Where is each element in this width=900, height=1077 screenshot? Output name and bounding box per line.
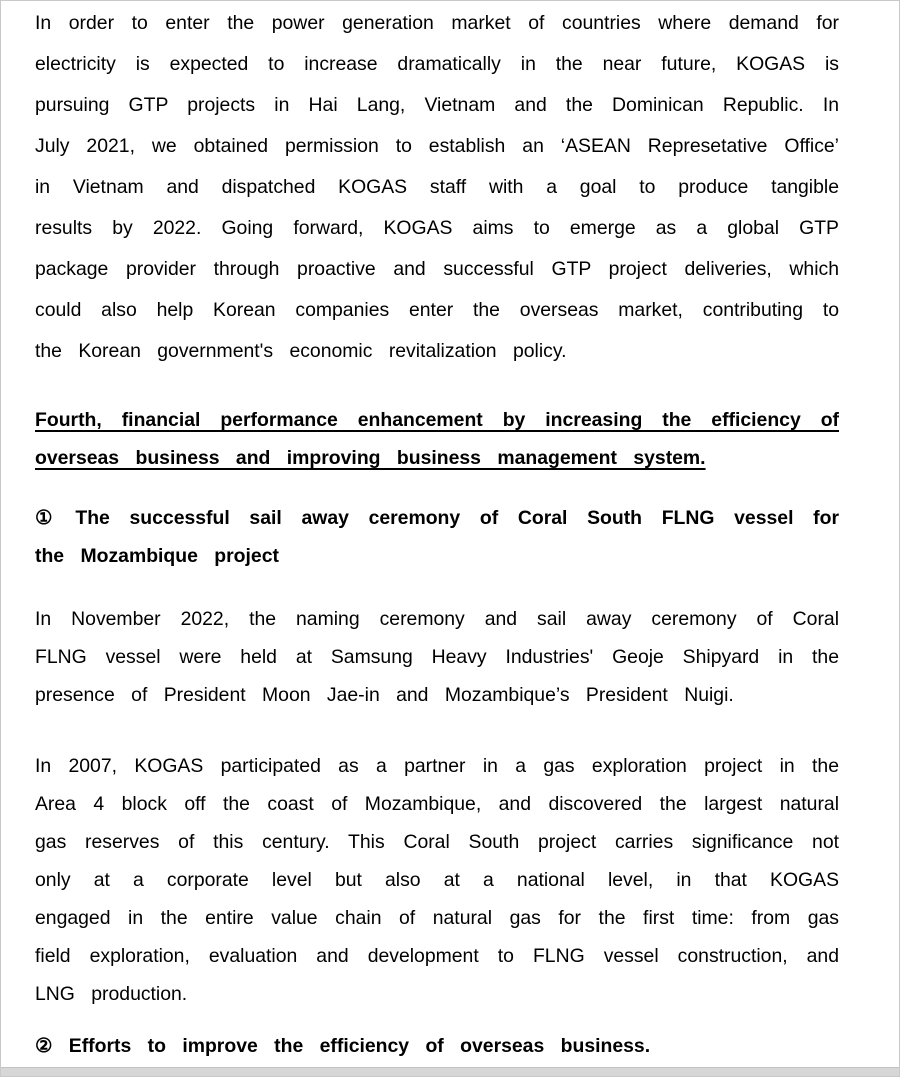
subheading-coral-south-sail-away: ① The successful sail away ceremony of Coral South FLNG vessel for the Mozambique project [35,507,839,567]
heading-fourth-strategy: Fourth, financial performance enhancement by increasing the efficiency of overseas business and improving business management system. [35,409,839,469]
subheading-efficiency-efforts: ② Efforts to improve the efficiency of overseas business. [35,1035,651,1057]
page-bottom-gap [1,1067,899,1076]
paragraph-gtp-projects: In order to enter the power generation market of countries where demand for electricity is expected to increase dramatically in the near future, KOGAS is pursuing GTP projects in Hai Lang, Vietnam and the Dominican Republic. In July 2021, we obtained permission to establish an ‘ASEAN Represetative Office’ in Vietnam and dispatched KOGAS staff with a goal to produce tangible results by 2022. Going forward, KOGAS aims to emerge as a global GTP package provider through proactive and successful GTP project deliveries, which could also help Korean companies enter the overseas market, contributing to the Korean government's economic revitalization policy. [35,12,839,362]
paragraph-gas-exploration: In 2007, KOGAS participated as a partner in a gas exploration project in the Area 4 block off the coast of Mozambique, and discovered the largest natural gas reserves of this century. This Coral South project carries significance not only at a corporate level but also at a national level, in that KOGAS engaged in the entire value chain of natural gas for the first time: from gas field exploration, evaluation and development to FLNG vessel construction, and LNG production. [35,755,839,1005]
paragraph-naming-ceremony: In November 2022, the naming ceremony and sail away ceremony of Coral FLNG vessel were held at Samsung Heavy Industries' Geoje Shipyard in the presence of President Moon Jae-in and Mozambique’s President Nuigi. [35,608,839,706]
document-content [1,1,899,1065]
